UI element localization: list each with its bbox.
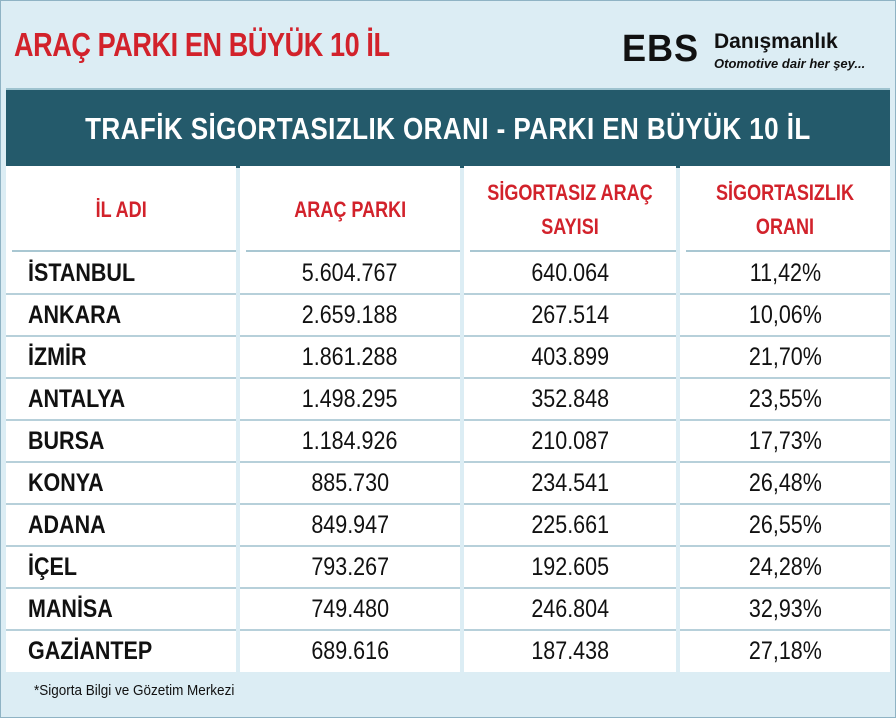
- ebs-logo: [622, 28, 878, 76]
- cell-value: 793.267: [311, 552, 389, 581]
- column-header: [240, 170, 460, 250]
- table-cell: [240, 546, 460, 588]
- column-header: [464, 170, 676, 250]
- cell-value: 1.498.295: [302, 384, 398, 413]
- row-divider: [680, 545, 890, 547]
- row-divider: [6, 335, 236, 337]
- page-title: ARAÇ PARKI EN BÜYÜK 10 İL: [14, 26, 390, 63]
- table-cell: [6, 588, 236, 630]
- cell-value: BURSA: [28, 426, 105, 455]
- cell-value: 187.438: [531, 636, 609, 665]
- row-divider: [464, 587, 676, 589]
- table-cell: [240, 630, 460, 672]
- col-sigortasiz-arac: [464, 166, 676, 672]
- row-divider: [680, 335, 890, 337]
- row-divider: [464, 629, 676, 631]
- cell-value: 403.899: [531, 342, 609, 371]
- table-cell: [6, 462, 236, 504]
- row-divider: [464, 419, 676, 421]
- logo-name: Danışmanlık: [714, 30, 838, 53]
- table-cell: [464, 504, 676, 546]
- row-divider: [6, 419, 236, 421]
- table-cell: [6, 420, 236, 462]
- cell-value: 1.861.288: [302, 342, 398, 371]
- table-cell: [680, 546, 890, 588]
- table-cell: [6, 378, 236, 420]
- cell-value: 225.661: [531, 510, 609, 539]
- cell-value: KONYA: [28, 468, 104, 497]
- cell-value: 24,28%: [748, 552, 822, 581]
- cell-value: 32,93%: [748, 594, 822, 623]
- row-divider: [6, 629, 236, 631]
- row-divider: [240, 629, 460, 631]
- row-divider: [240, 419, 460, 421]
- data-table: [6, 166, 890, 672]
- cell-value: ANKARA: [28, 300, 122, 329]
- table-cell: [240, 462, 460, 504]
- column-header-label: ARAÇ PARKI: [294, 197, 406, 222]
- cell-value: 210.087: [531, 426, 609, 455]
- row-divider: [6, 545, 236, 547]
- row-divider: [680, 419, 890, 421]
- table-cell: [464, 546, 676, 588]
- row-divider: [240, 461, 460, 463]
- row-divider: [680, 587, 890, 589]
- table-title-banner: [6, 88, 890, 168]
- row-divider: [464, 335, 676, 337]
- row-divider: [240, 293, 460, 295]
- table-cell: [6, 630, 236, 672]
- row-divider: [464, 503, 676, 505]
- header-area: [6, 6, 890, 86]
- cell-value: MANİSA: [28, 594, 113, 623]
- cell-value: 2.659.188: [302, 300, 398, 329]
- row-divider: [680, 629, 890, 631]
- row-divider: [680, 461, 890, 463]
- table-cell: [240, 504, 460, 546]
- cell-value: 27,18%: [748, 636, 822, 665]
- row-divider: [680, 293, 890, 295]
- table-cell: [680, 252, 890, 294]
- table-cell: [680, 420, 890, 462]
- table-cell: [240, 420, 460, 462]
- source-note: *Sigorta Bilgi ve Gözetim Merkezi: [34, 682, 235, 699]
- cell-value: 5.604.767: [302, 258, 398, 287]
- logo-tagline: Otomotive dair her şey...: [714, 56, 866, 71]
- table-cell: [240, 252, 460, 294]
- row-divider: [680, 377, 890, 379]
- column-header-label: SİGORTASIZ ARAÇ SAYISI: [487, 180, 653, 239]
- logo-mark: EBS: [622, 28, 700, 70]
- col-il-adi: [6, 166, 236, 672]
- cell-value: İZMİR: [28, 342, 87, 371]
- table-cell: [464, 378, 676, 420]
- cell-value: 640.064: [531, 258, 609, 287]
- cell-value: 21,70%: [748, 342, 822, 371]
- table-cell: [240, 336, 460, 378]
- table-cell: [680, 378, 890, 420]
- cell-value: 11,42%: [749, 258, 821, 287]
- table-title: TRAFİK SİGORTASIZLIK ORANI - PARKI EN BÜYÜK 10 İL: [85, 111, 811, 146]
- table-cell: [464, 420, 676, 462]
- table-cell: [240, 378, 460, 420]
- table-cell: [464, 630, 676, 672]
- table-cell: [464, 252, 676, 294]
- cell-value: ADANA: [28, 510, 106, 539]
- cell-value: 26,55%: [748, 510, 822, 539]
- cell-value: 352.848: [531, 384, 609, 413]
- cell-value: GAZİANTEP: [28, 636, 153, 665]
- cell-value: İSTANBUL: [28, 258, 136, 287]
- cell-value: 10,06%: [748, 300, 822, 329]
- cell-value: ANTALYA: [28, 384, 126, 413]
- table-cell: [240, 588, 460, 630]
- cell-value: 267.514: [531, 300, 609, 329]
- row-divider: [240, 377, 460, 379]
- table-cell: [240, 294, 460, 336]
- row-divider: [464, 377, 676, 379]
- table-cell: [680, 294, 890, 336]
- cell-value: 26,48%: [748, 468, 822, 497]
- table-cell: [680, 462, 890, 504]
- cell-value: 689.616: [311, 636, 389, 665]
- cell-value: 17,73%: [748, 426, 822, 455]
- column-header: [680, 170, 890, 250]
- row-divider: [6, 377, 236, 379]
- row-divider: [6, 293, 236, 295]
- cell-value: 749.480: [311, 594, 389, 623]
- table-cell: [464, 588, 676, 630]
- table-cell: [464, 294, 676, 336]
- row-divider: [240, 335, 460, 337]
- row-divider: [240, 503, 460, 505]
- column-header: [6, 170, 236, 250]
- table-cell: [6, 294, 236, 336]
- table-cell: [680, 630, 890, 672]
- row-divider: [6, 587, 236, 589]
- column-header-label: İL ADI: [95, 197, 147, 222]
- table-cell: [464, 336, 676, 378]
- column-header-label: SİGORTASIZLIK ORANI: [716, 180, 854, 239]
- row-divider: [464, 545, 676, 547]
- table-cell: [6, 546, 236, 588]
- row-divider: [6, 503, 236, 505]
- table-cell: [6, 504, 236, 546]
- table-cell: [680, 588, 890, 630]
- col-sigortasizlik-orani: [680, 166, 890, 672]
- table-cell: [6, 336, 236, 378]
- cell-value: 246.804: [531, 594, 609, 623]
- cell-value: 192.605: [531, 552, 609, 581]
- row-divider: [680, 503, 890, 505]
- table-cell: [680, 336, 890, 378]
- row-divider: [464, 293, 676, 295]
- row-divider: [464, 461, 676, 463]
- cell-value: 849.947: [311, 510, 389, 539]
- table-cell: [6, 252, 236, 294]
- row-divider: [6, 461, 236, 463]
- table-cell: [464, 462, 676, 504]
- cell-value: İÇEL: [28, 552, 77, 581]
- row-divider: [240, 587, 460, 589]
- cell-value: 885.730: [311, 468, 389, 497]
- col-arac-parki: [240, 166, 460, 672]
- row-divider: [240, 545, 460, 547]
- cell-value: 234.541: [531, 468, 609, 497]
- cell-value: 23,55%: [748, 384, 822, 413]
- table-cell: [680, 504, 890, 546]
- cell-value: 1.184.926: [302, 426, 398, 455]
